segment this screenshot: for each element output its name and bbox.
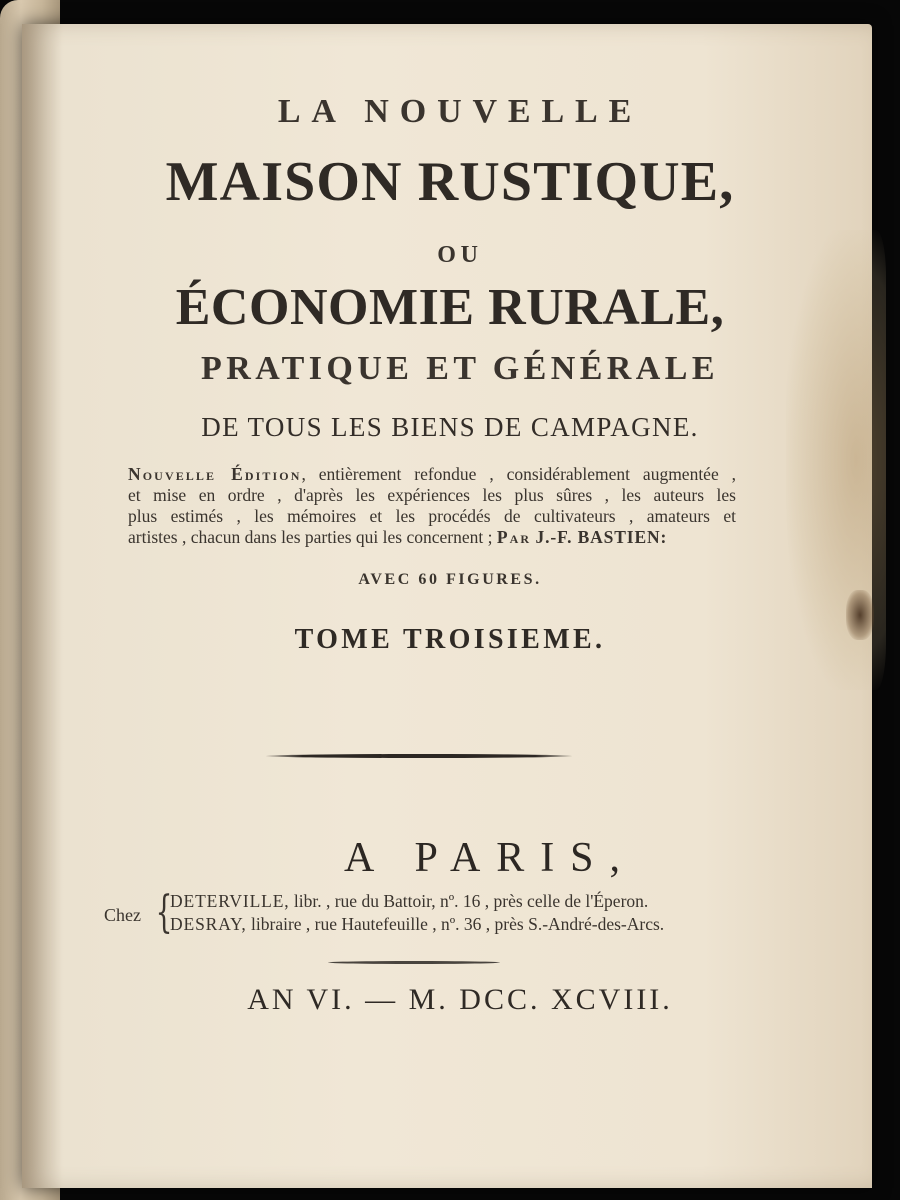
figures-line: AVEC 60 FIGURES.	[358, 571, 542, 588]
title-line-5: PRATIQUE ET GÉNÉRALE	[201, 350, 719, 387]
city-line: A PARIS,	[344, 835, 636, 881]
edition-text-4: artistes , chacun dans les parties qui les concernent ;	[128, 527, 493, 547]
edition-text-3: plus estimés , les mémoires et les procédés de cultivateurs , amateurs et	[128, 506, 736, 526]
par-label: Par	[496, 527, 532, 547]
ornamental-rule	[266, 754, 572, 758]
short-rule	[328, 961, 500, 964]
publisher-1-address: libr. , rue du Battoir, nº. 16 , près celle de l'Éperon.	[293, 891, 649, 911]
tome-line: TOME TROISIEME.	[294, 624, 606, 655]
publisher-1	[170, 891, 648, 912]
date-line: AN VI. — M. DCC. XCVIII.	[247, 983, 673, 1016]
title-line-6: DE TOUS LES BIENS DE CAMPAGNE.	[201, 412, 699, 442]
title-line-3: OU	[437, 242, 483, 268]
edition-paragraph	[128, 464, 736, 548]
edition-text-1: , entièrement refondue , considérablement augmentée ,	[301, 464, 736, 484]
publisher-2	[170, 914, 664, 935]
title-line-4: ÉCONOMIE RURALE,	[175, 279, 725, 336]
publisher-2-name: DESRAY,	[170, 914, 247, 934]
edition-text-2: et mise en ordre , d'après les expériences les plus sûres , les auteurs les	[128, 485, 736, 505]
chez-label: Chez	[104, 905, 141, 925]
title-line-1: LA NOUVELLE	[277, 93, 643, 130]
publisher-1-name: DETERVILLE,	[170, 891, 290, 911]
author-name: J.-F. BASTIEN:	[535, 527, 668, 547]
title-line-2: MAISON RUSTIQUE,	[165, 151, 735, 213]
publisher-2-address: libraire , rue Hautefeuille , nº. 36 , près S.-André-des-Arcs.	[251, 914, 665, 934]
brace-glyph: {	[155, 887, 173, 938]
edition-label: Nouvelle Édition	[128, 464, 302, 484]
